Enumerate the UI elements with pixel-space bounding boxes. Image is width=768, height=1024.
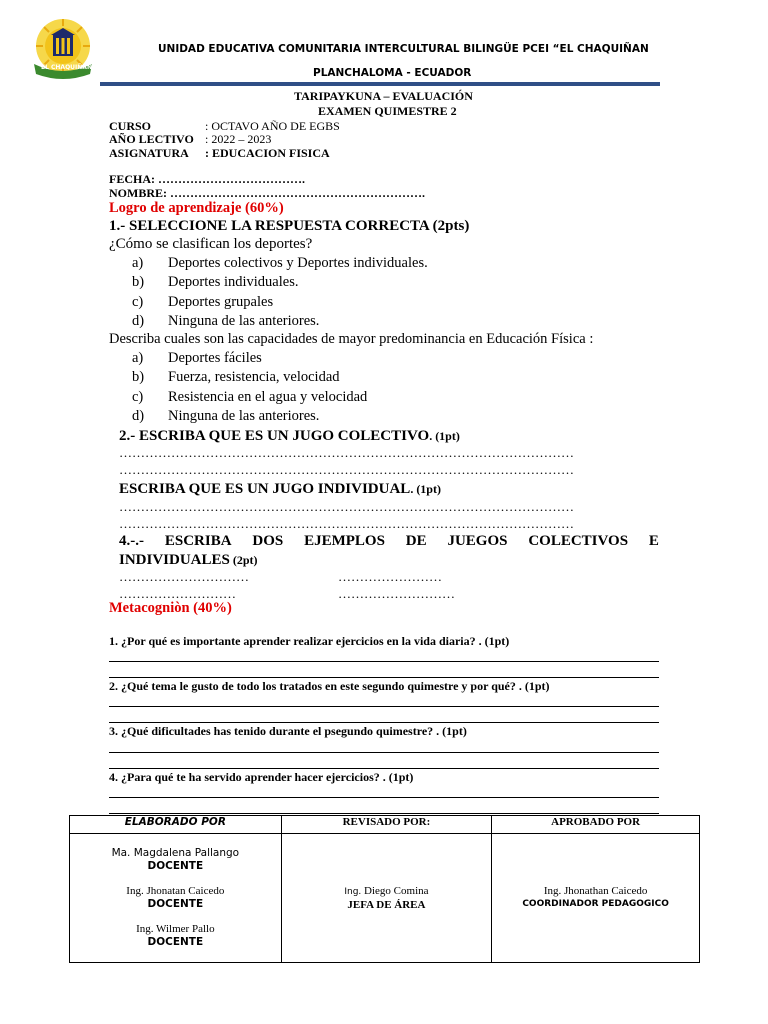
answer-line xyxy=(109,768,659,769)
q4-word: 4.-.- xyxy=(119,533,144,549)
field-value-ano: : 2022 – 2023 xyxy=(205,132,272,146)
q4-word: JUEGOS xyxy=(447,533,508,549)
field-value-asignatura: : EDUCACION FISICA xyxy=(205,146,330,160)
answer-blank: ……………………… xyxy=(119,586,236,601)
answer-line-dotted: …………………………………………………………………………………………… xyxy=(119,516,574,531)
option-text: Deportes individuales. xyxy=(168,274,299,290)
option-letter: b) xyxy=(132,369,145,385)
q4-word: COLECTIVOS xyxy=(528,533,629,549)
option-letter: c) xyxy=(132,294,144,310)
option-text: Ninguna de las anteriores. xyxy=(168,408,320,424)
answer-line xyxy=(109,752,659,753)
meta-question-1: 1. ¿Por qué es importante aprender realizar ejercicios en la vida diaria? . (1pt) xyxy=(109,634,510,648)
answer-blank: ……………………… xyxy=(338,586,455,601)
header-revisado: REVISADO POR: xyxy=(281,816,492,834)
exam-title: TARIPAYKUNA – EVALUACIÓN xyxy=(294,89,473,103)
answer-line xyxy=(109,706,659,707)
signer-name: Ing. Diego Comina xyxy=(344,884,429,897)
q4-word: ESCRIBA xyxy=(164,533,232,549)
header-aprobado: APROBADO POR xyxy=(492,816,700,834)
answer-line-dotted: …………………………………………………………………………………………… xyxy=(119,499,574,514)
exam-subtitle: EXAMEN QUIMESTRE 2 xyxy=(318,104,457,118)
option-text: Ninguna de las anteriores. xyxy=(168,313,320,329)
field-value-curso: : OCTAVO AÑO DE EGBS xyxy=(205,119,340,133)
signer-role: COORDINADOR PEDAGOGICO xyxy=(522,899,669,909)
question-2-text: 2.- ESCRIBA QUE ES UN JUGO COLECTIVO xyxy=(119,428,430,444)
option-letter: c) xyxy=(132,389,144,405)
q4-word: DE xyxy=(405,533,427,549)
signer-name: Ing. Jhonatan Caicedo xyxy=(126,885,225,897)
question-4-points: (2pt) xyxy=(229,553,258,567)
q4-word: E xyxy=(648,533,659,549)
header-elaborado: ELABORADO POR xyxy=(70,816,282,834)
question-4-title xyxy=(119,533,659,550)
aprobado-cell xyxy=(492,834,700,963)
field-label-asignatura: ASIGNATURA xyxy=(109,146,189,160)
q4-word: EJEMPLOS xyxy=(304,533,385,549)
school-logo xyxy=(30,18,96,80)
signer-name: Ma. Magdalena Pallango xyxy=(111,847,240,859)
option-text: Deportes grupales xyxy=(168,294,274,310)
question-4-title-line2 xyxy=(119,551,258,569)
q4-word: DOS xyxy=(252,533,284,549)
field-label-ano: AÑO LECTIVO xyxy=(109,132,194,146)
meta-question-3: 3. ¿Qué dificultades has tenido durante el psegundo quimestre? . (1pt) xyxy=(109,724,467,738)
option-letter: a) xyxy=(132,350,144,366)
option-letter: a) xyxy=(132,255,144,271)
answer-line xyxy=(109,677,659,678)
field-label-curso: CURSO xyxy=(109,119,152,133)
answer-line xyxy=(109,722,659,723)
signer-name: Ing. Jhonathan Caicedo xyxy=(543,885,648,897)
option-text: Fuerza, resistencia, velocidad xyxy=(168,369,340,385)
question-2-points: . (1pt) xyxy=(429,429,460,443)
logo-ribbon-text: EL CHAQUIÑAN xyxy=(41,64,92,71)
answer-line xyxy=(109,797,659,798)
school-location: PLANCHALOMA - ECUADOR xyxy=(313,67,472,79)
signatures-table xyxy=(69,815,700,963)
meta-question-4: 4. ¿Para qué te ha servido aprender hacer ejercicios? . (1pt) xyxy=(109,770,414,784)
section-heading-logro: Logro de aprendizaje (60%) xyxy=(109,200,284,216)
meta-question-2: 2. ¿Qué tema le gusto de todo los tratados en este segundo quimestre y por qué? . (1pt) xyxy=(109,679,550,693)
fecha-field: FECHA: ………………………………. xyxy=(109,172,305,186)
option-letter: b) xyxy=(132,274,145,290)
option-letter: d) xyxy=(132,408,145,424)
signer-role: DOCENTE xyxy=(147,898,204,910)
signer-role: JEFA DE ÁREA xyxy=(347,898,426,911)
question-3-text: ESCRIBA QUE ES UN JUGO INDIVIDUAL xyxy=(119,481,411,497)
question-3-points: . (1pt) xyxy=(410,482,441,496)
question-4-text: INDIVIDUALES xyxy=(119,552,230,568)
answer-line-dotted: …………………………………………………………………………………………… xyxy=(119,445,574,460)
nombre-field: NOMBRE: ………………………………………………………. xyxy=(109,186,425,200)
signatures-body-row xyxy=(70,834,700,963)
answer-blank: …………………… xyxy=(338,569,442,584)
question-1-text: ¿Cómo se clasifican los deportes? xyxy=(109,236,313,252)
school-name: UNIDAD EDUCATIVA COMUNITARIA INTERCULTURAL BILINGÜE PCEI “EL CHAQUIÑAN xyxy=(158,43,649,55)
question-1-title: 1.- SELECCIONE LA RESPUESTA CORRECTA (2pts) xyxy=(109,218,470,234)
signer-name: Ing. Wilmer Pallo xyxy=(136,923,215,935)
option-letter: d) xyxy=(132,313,145,329)
option-text: Deportes colectivos y Deportes individuales. xyxy=(168,255,428,271)
signer-role: DOCENTE xyxy=(147,860,204,872)
signer-role: DOCENTE xyxy=(147,936,204,948)
question-1b-text: Describa cuales son las capacidades de mayor predominancia en Educación Física : xyxy=(109,331,594,347)
question-3-title xyxy=(119,480,441,498)
header-divider xyxy=(100,82,660,86)
answer-blank: ………………………… xyxy=(119,569,249,584)
option-text: Resistencia en el agua y velocidad xyxy=(168,389,368,405)
answer-line-dotted: …………………………………………………………………………………………… xyxy=(119,462,574,477)
elaborado-cell xyxy=(70,834,282,963)
revisado-cell xyxy=(281,834,492,963)
signatures-header-row xyxy=(70,816,700,834)
answer-line xyxy=(109,661,659,662)
section-heading-metacognicion: Metacogniòn (40%) xyxy=(109,600,232,616)
answer-line xyxy=(109,813,659,814)
option-text: Deportes fáciles xyxy=(168,350,262,366)
question-2-title xyxy=(119,427,460,445)
